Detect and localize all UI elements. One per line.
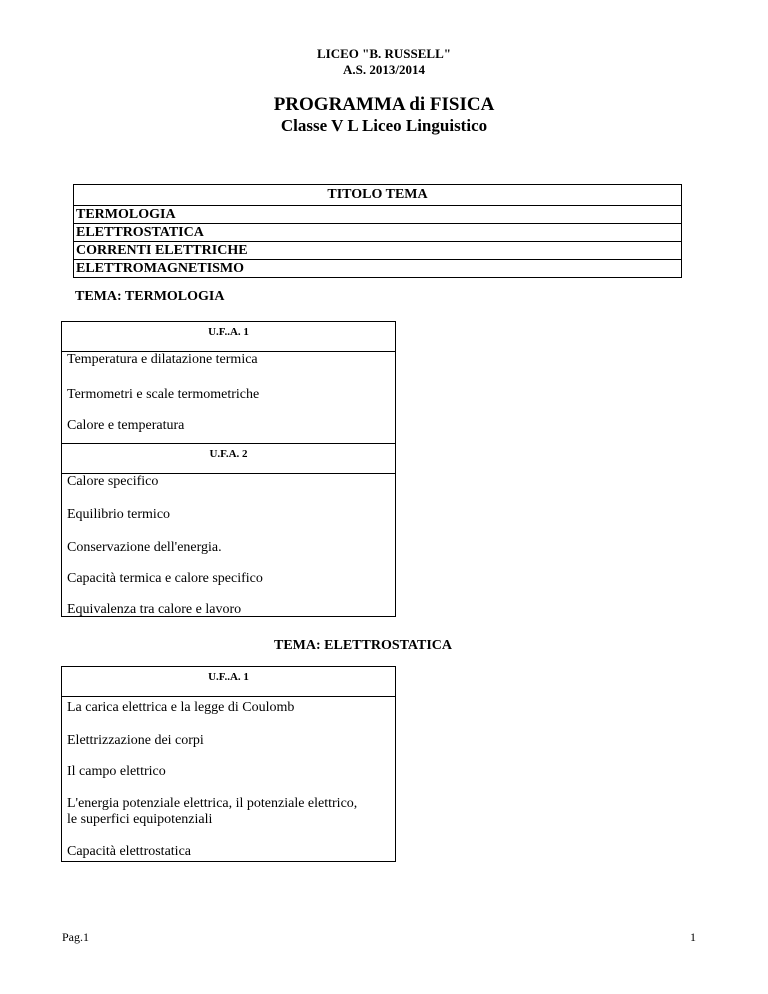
- document-subtitle: Classe V L Liceo Linguistico: [280, 116, 488, 135]
- topic-item: Elettrizzazione dei corpi: [67, 733, 204, 748]
- topic-item: La carica elettrica e la legge di Coulomb: [67, 700, 295, 715]
- topic-item: Equivalenza tra calore e lavoro: [67, 602, 242, 617]
- topic-item: Capacità elettrostatica: [67, 844, 191, 859]
- school-name: LICEO "B. RUSSELL": [316, 46, 451, 61]
- topic-item: Calore e temperatura: [67, 418, 185, 433]
- section-heading-termologia: TEMA: TERMOLOGIA: [75, 289, 225, 304]
- theme-row: CORRENTI ELETTRICHE: [74, 242, 682, 260]
- topic-item: Equilibrio termico: [67, 507, 171, 522]
- unit-title: U.F..A. 1: [62, 322, 395, 352]
- topic-item: Temperatura e dilatazione termica: [67, 352, 258, 367]
- document-title: PROGRAMMA di FISICA: [273, 94, 495, 115]
- themes-table-header: TITOLO TEMA: [74, 185, 682, 206]
- unit-title: U.F..A. 1: [62, 667, 395, 697]
- footer-page-number: 1: [690, 930, 696, 944]
- theme-row: ELETTROSTATICA: [74, 224, 682, 242]
- unit-title: U.F.A. 2: [62, 443, 395, 474]
- topic-item: le superfici equipotenziali: [67, 812, 213, 827]
- topic-item: Conservazione dell'energia.: [67, 540, 222, 555]
- theme-row: TERMOLOGIA: [74, 206, 682, 224]
- school-year: A.S. 2013/2014: [343, 62, 425, 77]
- termologia-units-box: [61, 321, 396, 617]
- theme-row: ELETTROMAGNETISMO: [74, 260, 682, 278]
- topic-item: Il campo elettrico: [67, 764, 166, 779]
- footer-page-label: Pag.1: [62, 930, 89, 944]
- topic-item: Calore specifico: [67, 474, 159, 489]
- topic-item: Capacità termica e calore specifico: [67, 571, 263, 586]
- elettrostatica-units-box: [61, 666, 396, 862]
- section-heading-elettrostatica: TEMA: ELETTROSTATICA: [274, 638, 453, 653]
- themes-table: [73, 184, 682, 278]
- topic-item: Termometri e scale termometriche: [67, 387, 260, 402]
- topic-item: L'energia potenziale elettrica, il potenziale elettrico,: [67, 796, 358, 811]
